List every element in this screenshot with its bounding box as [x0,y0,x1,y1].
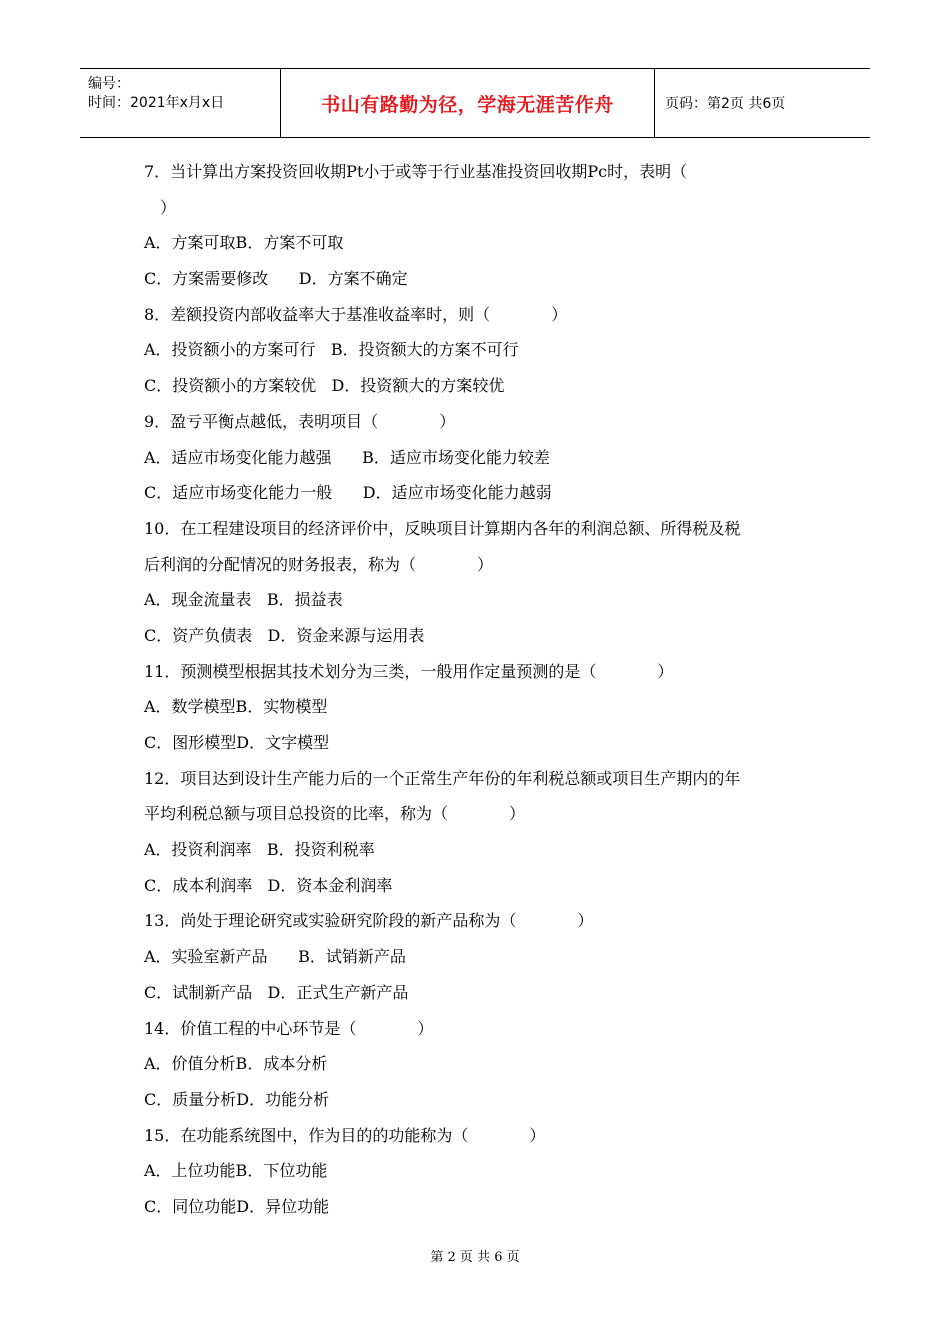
text-line: C．图形模型D．文字模型 [144,733,330,752]
text-line: A．现金流量表 B．损益表 [144,590,343,610]
page-footer: 第 2 页 共 6 页 [430,1250,520,1265]
text-line: 后利润的分配情况的财务报表，称为（ ） [144,554,494,574]
text-line: 平均利税总额与项目总投资的比率，称为（ ） [144,804,526,824]
text-line: 7．当计算出方案投资回收期Pt小于或等于行业基准投资回收期Pc时，表明（ [144,162,688,181]
header-page-info: 页码：第2页 共6页 [665,96,786,112]
text-line: C．方案需要修改 D．方案不确定 [144,269,408,289]
text-line: C．同位功能D．异位功能 [144,1196,330,1216]
text-line: A．实验室新产品 B．试销新产品 [144,947,406,967]
header-motto-cell [281,69,655,137]
text-line: A．投资利润率 B．投资利税率 [144,840,375,860]
header-motto: 书山有路勤为径，学海无涯苦作舟 [321,93,614,116]
text-line: C．适应市场变化能力一般 D．适应市场变化能力越弱 [144,483,552,503]
text-line: C．质量分析D．功能分析 [144,1089,330,1109]
text-line: 14．价值工程的中心环节是（ ） [144,1018,434,1038]
text-line: C．投资额小的方案较优 D．投资额大的方案较优 [144,376,505,396]
text-line: A．适应市场变化能力越强 B．适应市场变化能力较差 [144,447,550,467]
document-number-label: 编号： [88,76,130,92]
question-content [144,154,814,1225]
text-line: A．上位功能B．下位功能 [144,1161,328,1181]
text-line: 12．项目达到设计生产能力后的一个正常生产年份的年利税总额或项目生产期内的年 [144,768,741,788]
text-line: ） [160,197,177,217]
text-line: A．方案可取B．方案不可取 [144,233,344,253]
text-line: C．试制新产品 D．正式生产新产品 [144,982,409,1002]
text-line: A．数学模型B．实物模型 [144,697,328,717]
text-line: 15．在功能系统图中，作为目的的功能称为（ ） [144,1125,546,1145]
header-page-cell [655,69,870,137]
text-line: A．价值分析B．成本分析 [144,1054,328,1074]
header-meta-cell [80,69,281,137]
text-line: 9．盈亏平衡点越低，表明项目（ ） [144,411,456,431]
text-line: A．投资额小的方案可行 B．投资额大的方案不可行 [144,340,519,360]
page-header [80,68,870,138]
text-line: 10．在工程建设项目的经济评价中，反映项目计算期内各年的利润总额、所得税及税 [144,518,741,538]
text-line: 13．尚处于理论研究或实验研究阶段的新产品称为（ ） [144,911,594,931]
text-line: C．成本利润率 D．资本金利润率 [144,875,393,895]
document-time-label: 时间：2021年x月x日 [88,95,225,111]
text-line: C．资产负债表 D．资金来源与运用表 [144,625,425,645]
text-line: 8．差额投资内部收益率大于基准收益率时，则（ ） [144,304,568,324]
text-line: 11．预测模型根据其技术划分为三类，一般用作定量预测的是（ ） [144,661,674,681]
